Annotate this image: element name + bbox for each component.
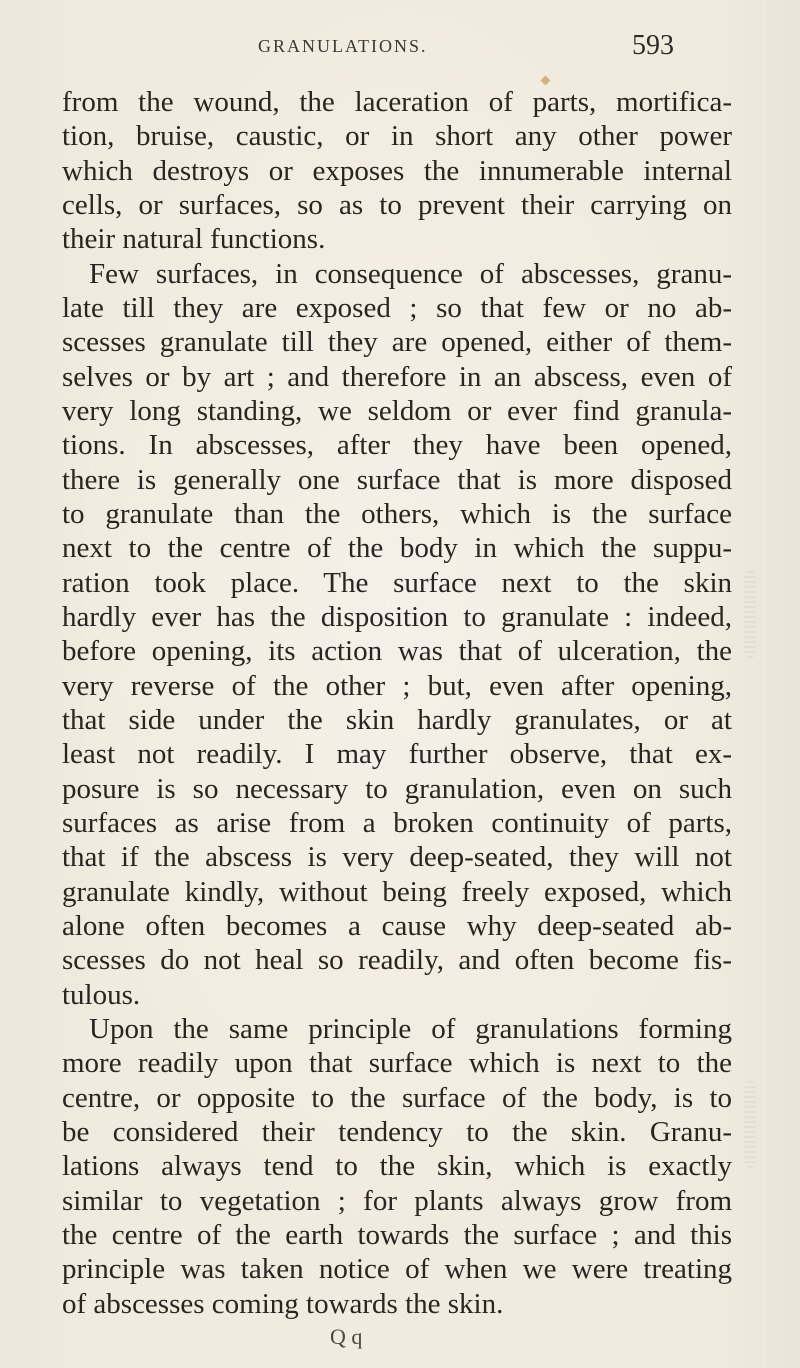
- text-line-15: ration took place. The surface next to the skin: [62, 567, 732, 599]
- text-line-16: hardly ever has the disposition to granulate : indeed,: [62, 601, 732, 633]
- text-line-35: principle was taken notice of when we were treating: [62, 1253, 732, 1285]
- text-line-10: very long standing, we seldom or ever find granula-: [62, 395, 732, 427]
- text-line-5: their natural functions.: [62, 223, 326, 255]
- text-line-2: tion, bruise, caustic, or in short any other power: [62, 120, 732, 152]
- text-line-17: before opening, its action was that of ulceration, the: [62, 635, 732, 667]
- text-line-9: selves or by art ; and therefore in an abscess, even of: [62, 361, 732, 393]
- text-line-31: be considered their tendency to the skin. Granu-: [62, 1116, 732, 1148]
- text-line-11: tions. In abscesses, after they have been opened,: [62, 429, 732, 461]
- text-line-22: surfaces as arise from a broken continuity of parts,: [62, 807, 732, 839]
- text-line-13: to granulate than the others, which is the surface: [62, 498, 732, 530]
- text-line-33: similar to vegetation ; for plants always grow from: [62, 1185, 732, 1217]
- signature-mark: Q q: [330, 1324, 363, 1349]
- text-line-21: posure is so necessary to granulation, even on such: [62, 773, 732, 805]
- text-line-4: cells, or surfaces, so as to prevent their carrying on: [62, 189, 732, 221]
- page-number: 593: [632, 30, 674, 61]
- running-title: GRANULATIONS.: [258, 36, 428, 56]
- text-line-7: late till they are exposed ; so that few or no ab-: [62, 292, 732, 324]
- text-line-28: Upon the same principle of granulations forming: [89, 1013, 732, 1045]
- text-line-6: Few surfaces, in consequence of abscesses, granu-: [89, 258, 732, 290]
- text-line-3: which destroys or exposes the innumerable internal: [62, 155, 732, 187]
- text-line-12: there is generally one surface that is more disposed: [62, 464, 732, 496]
- text-line-8: scesses granulate till they are opened, either of them-: [62, 326, 732, 358]
- text-line-29: more readily upon that surface which is next to the: [62, 1047, 732, 1079]
- page-header: [0, 18, 800, 68]
- text-line-14: next to the centre of the body in which the suppu-: [62, 532, 732, 564]
- text-line-32: lations always tend to the skin, which is exactly: [62, 1150, 732, 1182]
- text-line-1: from the wound, the laceration of parts, mortifica-: [62, 86, 732, 118]
- text-line-34: the centre of the earth towards the surface ; and this: [62, 1219, 732, 1251]
- ink-mark: [541, 76, 551, 86]
- text-line-25: alone often becomes a cause why deep-seated ab-: [62, 910, 732, 942]
- text-line-23: that if the abscess is very deep-seated, they will not: [62, 841, 732, 873]
- show-through-mark: [744, 1080, 756, 1168]
- show-through-mark: [744, 570, 756, 658]
- text-line-27: tulous.: [62, 979, 141, 1011]
- text-line-24: granulate kindly, without being freely exposed, which: [62, 876, 732, 908]
- text-line-18: very reverse of the other ; but, even after opening,: [62, 670, 732, 702]
- text-line-26: scesses do not heal so readily, and often become fis-: [62, 944, 732, 976]
- text-line-30: centre, or opposite to the surface of the body, is to: [62, 1082, 732, 1114]
- text-line-36: of abscesses coming towards the skin.: [62, 1288, 504, 1320]
- text-line-19: that side under the skin hardly granulates, or at: [62, 704, 732, 736]
- text-line-20: least not readily. I may further observe, that ex-: [62, 738, 732, 770]
